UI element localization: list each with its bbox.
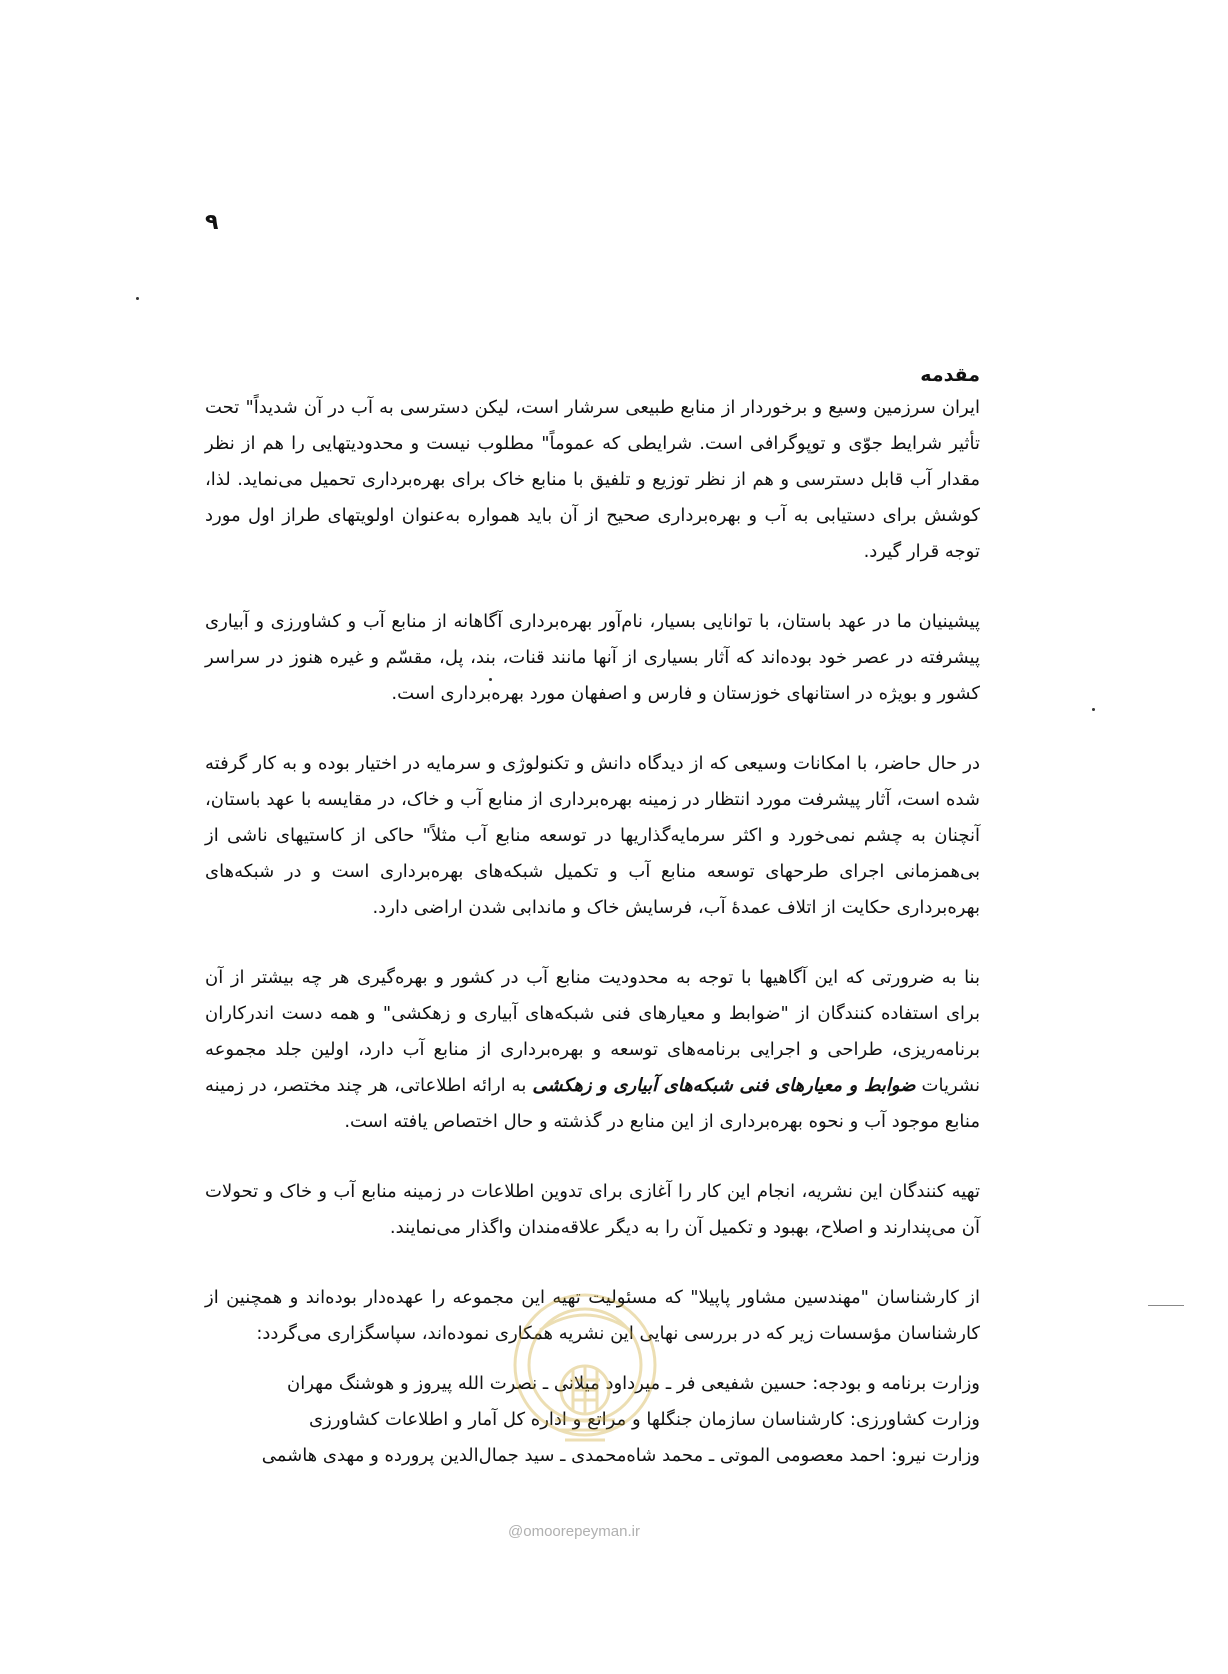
- paragraph-purpose-after: به ارائه اطلاعاتی، هر چند مختصر، در زمینه منابع موجود آب و نحوه بهره‌برداری از این منابع در گذشته و حال اختصاص یافته است.: [205, 1075, 980, 1132]
- paragraph-preparers: تهیه کنندگان این نشریه، انجام این کار را آغازی برای تدوین اطلاعات در زمینه منابع آب و خاک و تحولات آن می‌پندارند و اصلاح، بهبود و تکمیل آن را به دیگر علاقه‌مندان واگذار می‌نمایند.: [205, 1181, 980, 1238]
- page-number: ۹: [205, 210, 219, 235]
- paragraph-purpose-before: بنا به ضرورتی که این آگاهیها با توجه به محدودیت منابع آب در کشور و بهره‌گیری هر چه بیشتر از آن برای استفاده کنندگان از "ضوابط و معیارهای فنی شبکه‌های آبیاری و زهکشی" و همه دست اندرکاران برنامه‌ریزی، طراحی و اجرایی برنامه‌های توسعه و بهره‌برداری از منابع آب دارد، اولین جلد مجموعه نشریات: [205, 967, 980, 1096]
- credit-line: وزارت نیرو: احمد معصومی الموتی ـ محمد شاه‌محمدی ـ سید جمال‌الدین پرورده و مهدی هاشمی: [261, 1445, 980, 1466]
- scan-speck: [489, 678, 492, 681]
- paragraph-purpose: [205, 960, 980, 1140]
- margin-mark: [1148, 1305, 1184, 1306]
- paragraph-present: در حال حاضر، با امکانات وسیعی که از دیدگاه دانش و تکنولوژی و سرمایه در اختیار بوده و به کار گرفته شده است، آثار پیشرفت مورد انتظار در زمینه بهره‌برداری از منابع آب و خاک، در مقایسه با عهد باستان، آنچنان به چشم نمی‌خورد و اکثر سرمایه‌گذاریها در توسعه منابع آب مثلاً" حاکی از کاستیهای ناشی از بی‌همزمانی اجرای طرحهای توسعه منابع آب و تکمیل شبکه‌های بهره‌برداری است و در شبکه‌های بهره‌برداری حکایت از اتلاف عمده‌ٔ آب، فرسایش خاک و ماندابی شدن اراضی دارد.: [205, 753, 980, 918]
- credit-line: وزارت برنامه و بودجه: حسین شفیعی فر ـ میرداود میلانی ـ نصرت الله پیروز و هوشنگ مهران: [287, 1373, 980, 1394]
- scan-speck: [136, 297, 139, 300]
- watermark-stamp-icon: [500, 1270, 670, 1460]
- paragraph-intro: ایران سرزمین وسیع و برخوردار از منابع طبیعی سرشار است، لیکن دسترسی به آب در آن شدیداً" تحت تأثیر شرایط جوّی و توپوگرافی است. شرایطی که عموماً" مطلوب نیست و محدودیتهایی را هم از نظر مقدار آب قابل دسترسی و هم از نظر توزیع و تلفیق با منابع خاک برای بهره‌برداری تحمیل می‌نماید. لذا، کوشش برای دستیابی به آب و بهره‌برداری صحیح از آن باید همواره به‌عنوان اولویتهای طراز اول مورد توجه قرار گیرد.: [205, 397, 980, 562]
- footer-url: @omoorepeyman.ir: [508, 1523, 640, 1540]
- publication-title-emphasis: ضوابط و معیارهای فنی شبکه‌های آبیاری و زهکشی: [532, 1075, 916, 1096]
- paragraph-acknowledgement: از کارشناسان "مهندسین مشاور پاپیلا" که مسئولیت تهیه این مجموعه را عهده‌دار بوده‌اند و همچنین از کارشناسان مؤسسات زیر که در بررسی نهایی این نشریه همکاری نموده‌اند، سپاسگزاری می‌گردد:: [205, 1287, 980, 1344]
- section-heading: مقدمه: [920, 364, 980, 386]
- paragraph-history: پیشینیان ما در عهد باستان، با توانایی بسیار، نام‌آور بهره‌برداری آگاهانه از منابع آب و کشاورزی و آبیاری پیشرفته در عصر خود بوده‌اند که آثار بسیاری از آنها مانند قنات، بند، پل، مقسّم و غیره هنوز در سراسر کشور و بویژه در استانهای خوزستان و فارس و اصفهان مورد بهره‌برداری است.: [205, 611, 980, 704]
- scan-speck: [1092, 708, 1095, 711]
- credit-line: وزارت کشاورزی: کارشناسان سازمان جنگلها و مراتع و اداره کل آمار و اطلاعات کشاورزی: [308, 1409, 980, 1430]
